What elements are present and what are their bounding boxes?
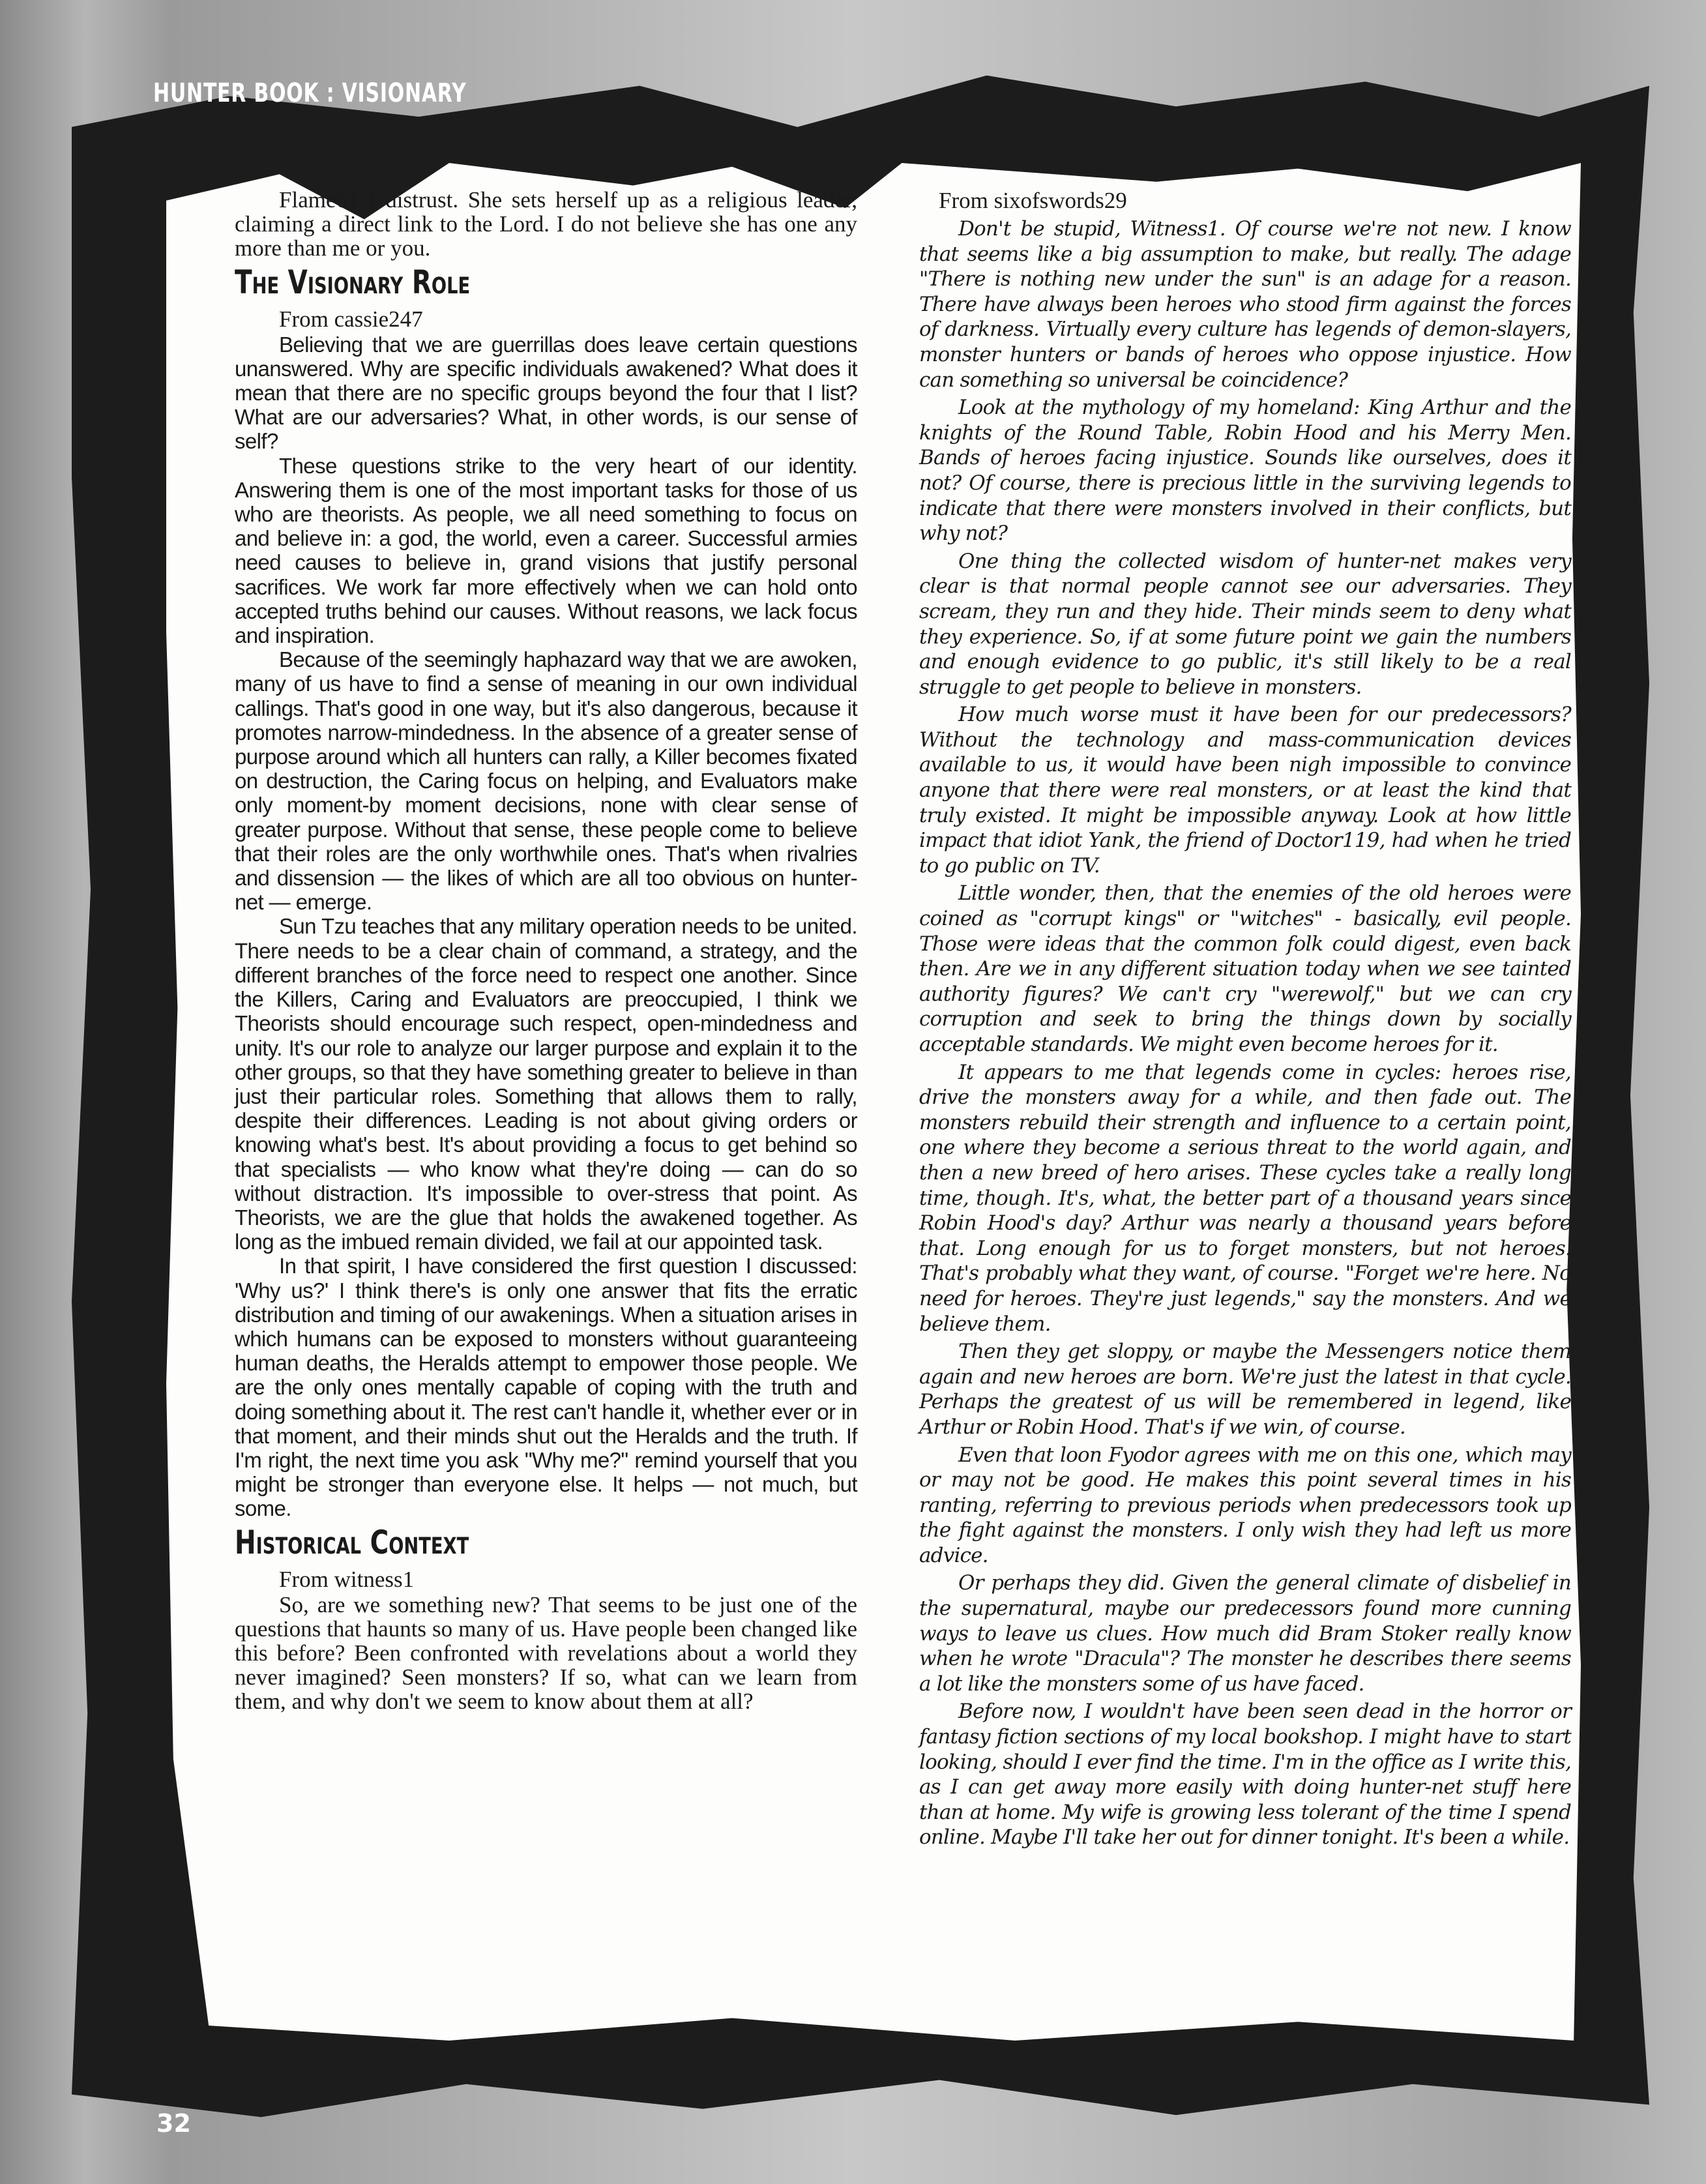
script-paragraph: One thing the collected wisdom of hunter-net makes very clear is that normal people cannot see our adversaries. They scream, they run and they hide. Their minds seem to deny what they experience. So, if at some future point we gain the numbers and enough evidence to go public, it's still likely to be a real struggle to get people to believe in monsters.	[919, 549, 1571, 699]
script-paragraph: Don't be stupid, Witness1. Of course we're not new. I know that seems like a big assumption to make, but really. The adage "There is nothing new under the sun" is an adage for a reason. There have always been heroes who stood firm against the forces of darkness. Virtually every culture has legends of demon-slayers, monster hunters or bands of heroes who oppose injustice. How can something so universal be coincidence?	[919, 217, 1571, 392]
paragraph: So, are we something new? That seems to be just one of the questions that haunts so many of us. Have people been changed like this before? Been confronted with revelations about a world they never imagined? Seen monsters? If so, what can we learn from them, and why don't we seem to know about them at all?	[235, 1591, 857, 1715]
post-author: From witness1	[279, 1566, 415, 1592]
paragraph: Believing that we are guerrillas does leave certain questions unanswered. Why are specific individuals awakened? What does it mean that there are no specific groups beyond the four that I list? What are our adversaries? What, in other words, is our sense of self?	[235, 332, 857, 454]
script-paragraph: Before now, I wouldn't have been seen dead in the horror or fantasy fiction sections of my local bookshop. I might have to start looking, should I ever find the time. I'm in the office as I write this, as I can get away more easily with doing hunter-net stuff here than at home. My wife is growing less tolerant of the time I spend online. Maybe I'll take her out for dinner tonight. It's been a while.	[919, 1700, 1571, 1850]
running-title: HUNTER BOOK : VISIONARY	[153, 78, 467, 108]
section-heading-historical-context: Historical Context	[235, 1523, 469, 1561]
left-column	[235, 188, 857, 1714]
intro-paragraph: Flame61 I distrust. She sets herself up as a religious leader, claiming a direct link to the Lord. I do not believe she has one any more than me or you.	[235, 187, 857, 261]
paragraph: In that spirit, I have considered the first question I discussed: 'Why us?' I think there's is only one answer that fits the erratic distribution and timing of our awakenings. When a situation arises in which humans can be exposed to monsters without guaranteeing human deaths, the Heralds attempt to empower those people. We are the only ones mentally capable of coping with the truth and doing something about it. The rest can't handle it, whether ever or in that moment, and their minds shut out the Heralds and the truth. If I'm right, the next time you ask "Why me?" remind yourself that you might be stronger than everyone else. It helps — not much, but some.	[235, 1254, 857, 1521]
script-paragraph: Look at the mythology of my homeland: King Arthur and the knights of the Round Table, Robin Hood and his Merry Men. Bands of heroes facing injustice. Sounds like ourselves, does it not? Of course, there is precious little in the surviving legends to indicate that there were monsters involved in their conflicts, but why not?	[919, 396, 1571, 546]
paragraph: These questions strike to the very heart of our identity. Answering them is one of the most important tasks for those of us who are theorists. As people, we all need something to focus on and believe in: a god, the world, even a career. Successful armies need causes to believe in, grand visions that justify personal sacrifices. We work far more effectively when we can hold onto accepted truths behind our causes. Without reasons, we lack focus and inspiration.	[235, 453, 857, 648]
script-paragraph: It appears to me that legends come in cycles: heroes rise, drive the monsters away for a while, and then fade out. The monsters rebuild their strength and influence to a certain point, one where they become a serious threat to the world again, and then a new breed of hero arises. These cycles take a really long time, though. It's, what, the better part of a thousand years since Robin Hood's day? Arthur was nearly a thousand years before that. Long enough for us to forget monsters, but not heroes. That's probably what they want, of course. "Forget we're here. No need for heroes. They're just legends," say the monsters. And we believe them.	[919, 1060, 1571, 1336]
right-column	[919, 188, 1571, 1853]
paragraph: Sun Tzu teaches that any military operation needs to be united. There needs to be a clear chain of command, a strategy, and the different branches of the force need to respect one another. Since the Killers, Caring and Evaluators are preoccupied, I think we Theorists should encourage such respect, open-mindedness and unity. It's our role to analyze our larger purpose and explain it to the other groups, so that they have something greater to believe in than just their particular roles. Something that allows them to rally, despite their differences. Leading is not about giving orders or knowing what's best. It's about providing a focus to get behind so that specialists — who know what they're doing — can do so without distraction. It's impossible to over-stress that point. As Theorists, we are the glue that holds the awakened together. As long as the imbued remain divided, we fail at our appointed task.	[235, 914, 857, 1254]
script-paragraph: How much worse must it have been for our predecessors? Without the technology and mass-communication devices available to us, it would have been nigh impossible to convince anyone that there were real monsters, or at least the kind that truly existed. It might be impossible anyway. Look at how little impact that idiot Yank, the friend of Doctor119, had when he tried to go public on TV.	[919, 703, 1571, 878]
script-paragraph: Even that loon Fyodor agrees with me on this one, which may or may not be good. He makes this point several times in his ranting, referring to previous periods when predecessors took up the fight against the monsters. I only wish they had left us more advice.	[919, 1443, 1571, 1567]
script-paragraph: Then they get sloppy, or maybe the Messengers notice them again and new heroes are born. We're just the latest in that cycle. Perhaps the greatest of us will be remembered in legend, like Arthur or Robin Hood. That's if we win, of course.	[919, 1340, 1571, 1439]
section-heading-visionary-role: The Visionary Role	[235, 263, 471, 301]
post-author: From sixofswords29	[939, 188, 1127, 213]
post-author: From cassie247	[279, 306, 423, 332]
script-paragraph: Little wonder, then, that the enemies of the old heroes were coined as "corrupt kings" or "witches" - basically, evil people. Those were ideas that the common folk could digest, even back then. Are we in any different situation today when we see tainted authority figures? We can't cry "werewolf," but we can cry corruption and seek to bring the things down by socially acceptable standards. We might even become heroes for it.	[919, 881, 1571, 1056]
paragraph: Because of the seemingly haphazard way that we are awoken, many of us have to find a sense of meaning in our own individual callings. That's good in one way, but it's also dangerous, because it promotes narrow-mindedness. In the absence of a greater sense of purpose around which all hunters can rally, a Killer becomes fixated on destruction, the Caring focus on helping, and Evaluators make only moment-by moment decisions, none with clear sense of greater purpose. Without that sense, these people come to believe that their roles are the only worthwhile ones. That's when rivalries and dissension — the likes of which are all too obvious on hunter-net — emerge.	[235, 647, 857, 915]
script-paragraph: Or perhaps they did. Given the general climate of disbelief in the supernatural, maybe our predecessors found more cunning ways to leave us clues. How much did Bram Stoker really know when he wrote "Dracula"? The monster he describes there seems a lot like the monsters some of us have faced.	[919, 1571, 1571, 1696]
page-number: 32	[156, 2109, 191, 2138]
